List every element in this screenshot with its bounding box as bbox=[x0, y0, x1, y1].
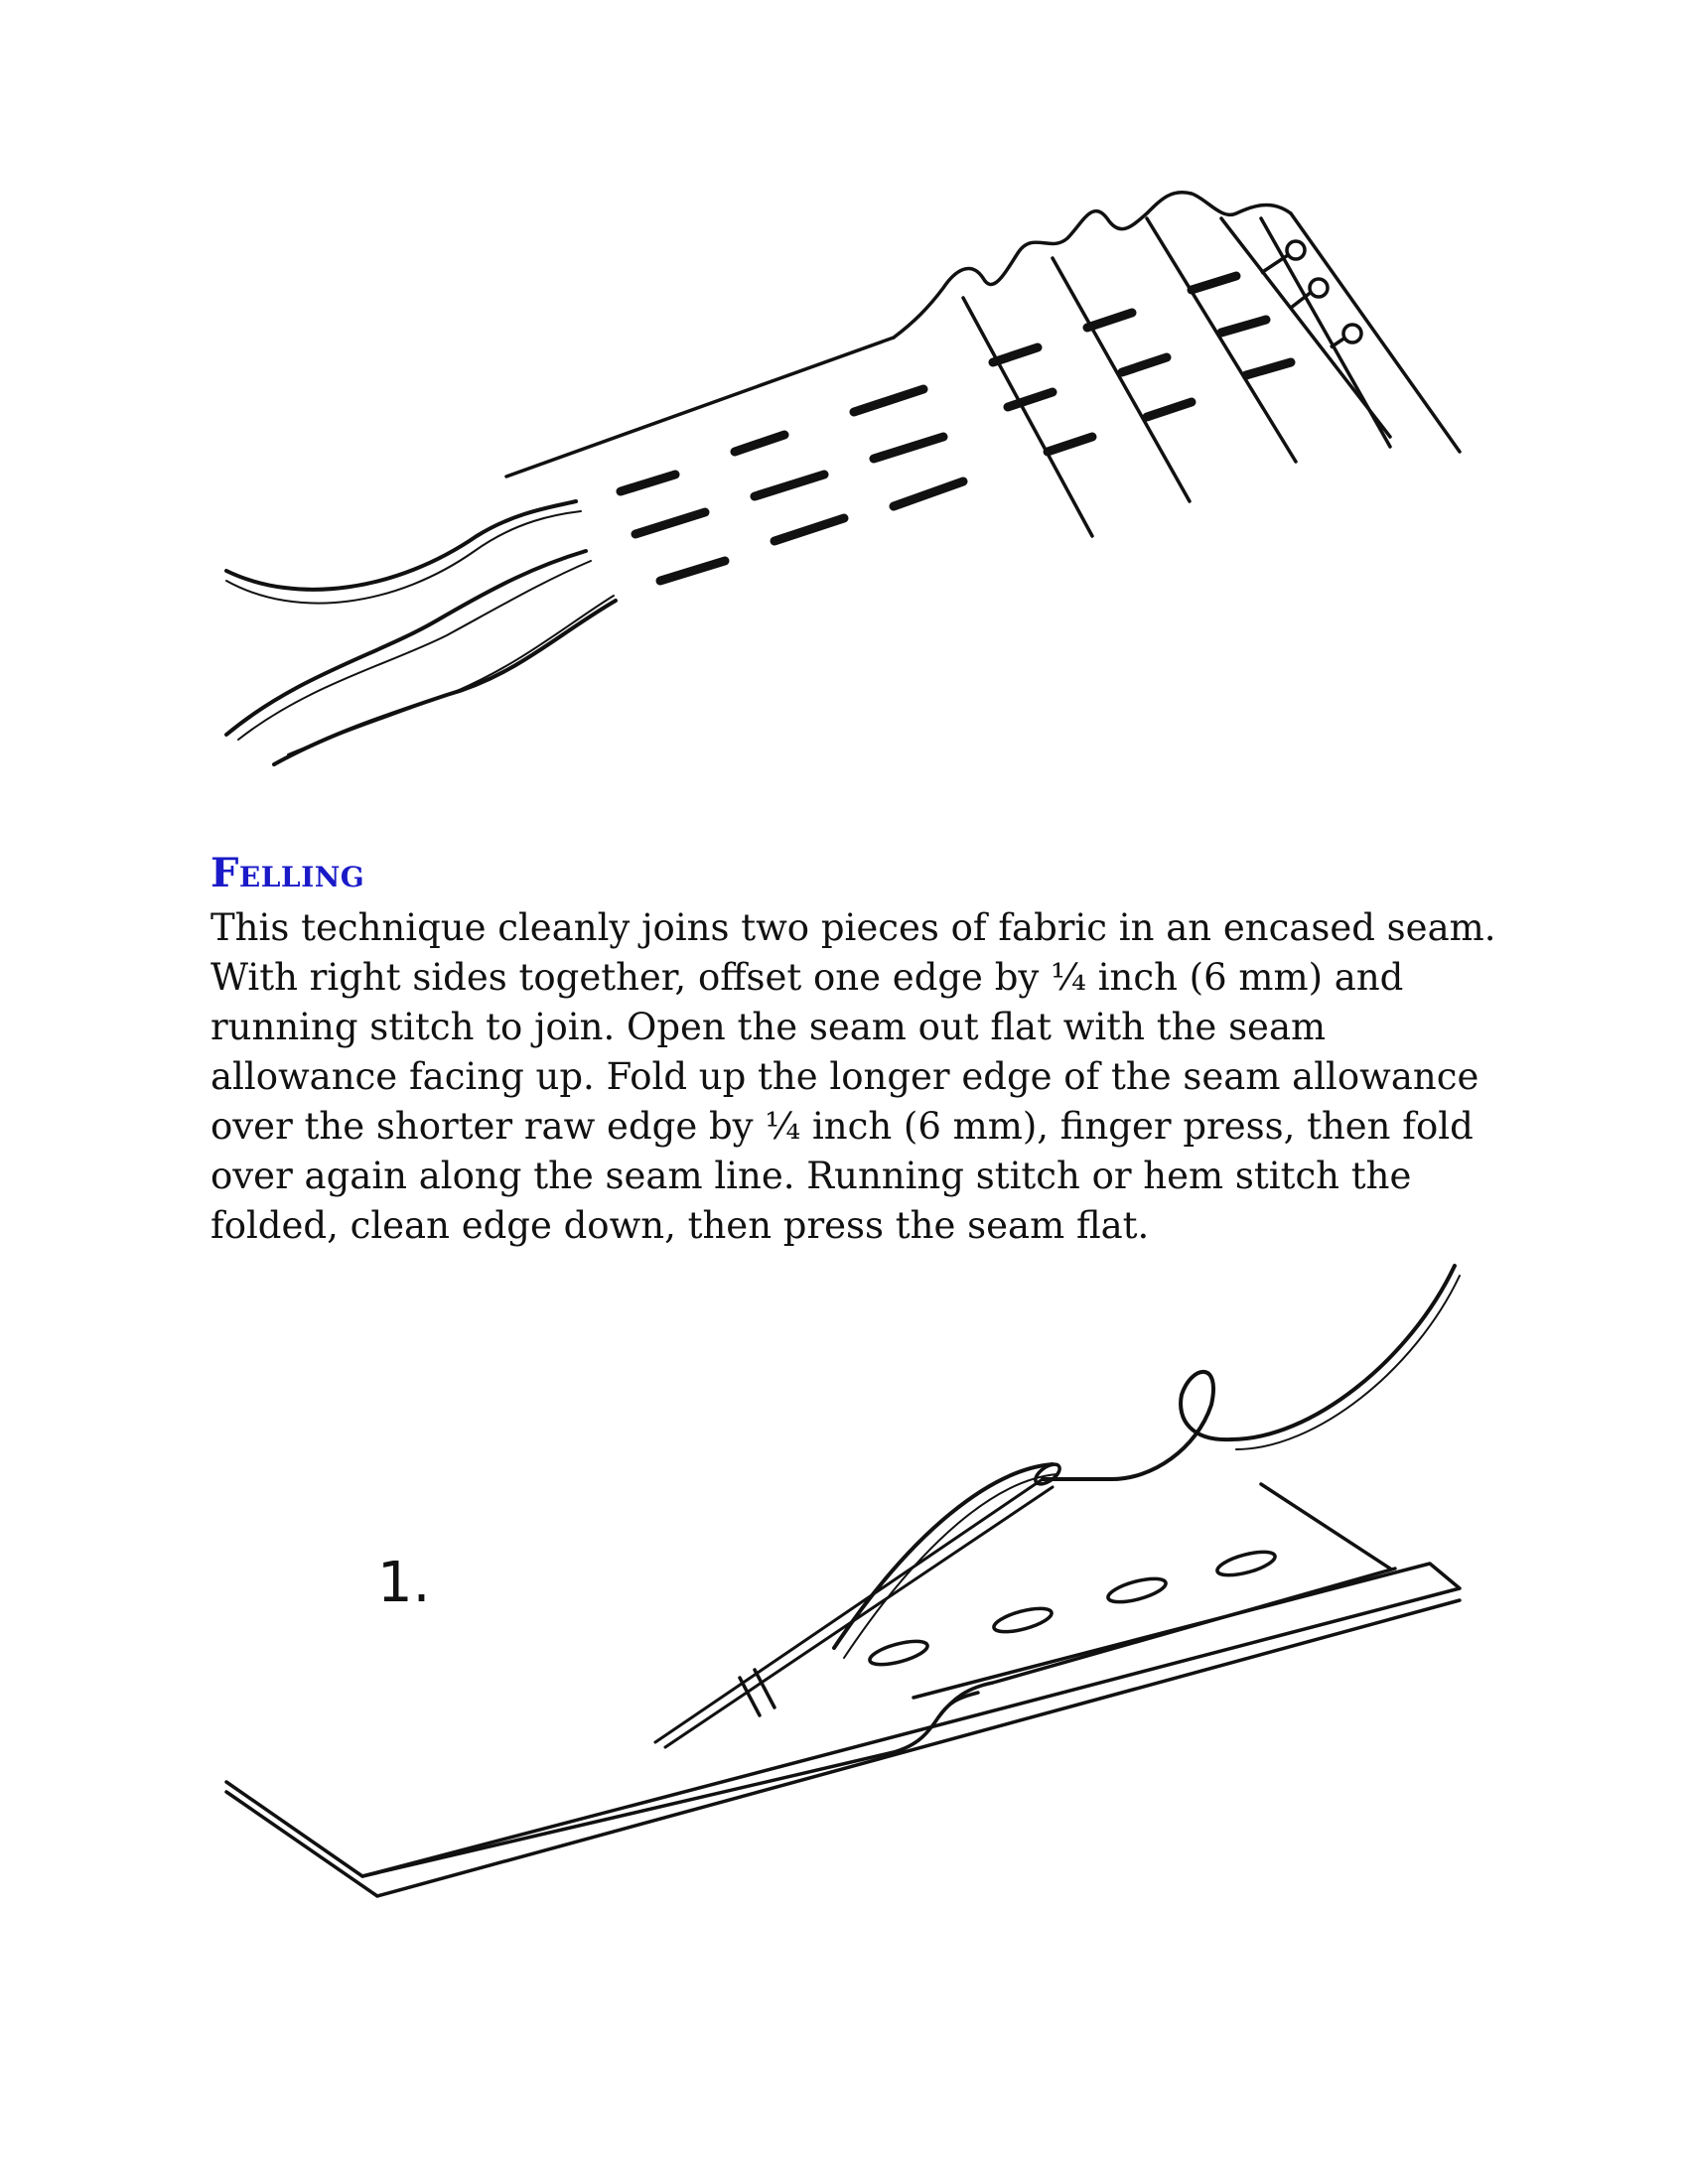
paragraph-line: With right sides together, offset one edge by ¼ inch (6 mm) and bbox=[211, 956, 1404, 999]
pleated-fabric-drawing bbox=[0, 0, 1688, 794]
felling-needle-illustration bbox=[0, 1231, 1688, 1926]
paragraph-line: over the shorter raw edge by ¼ inch (6 mm), finger press, then fold bbox=[211, 1105, 1474, 1148]
paragraph-line: This technique cleanly joins two pieces of fabric in an encased seam. bbox=[211, 906, 1496, 949]
felling-needle-drawing bbox=[0, 1231, 1688, 1926]
paragraph-line: over again along the seam line. Running stitch or hem stitch the bbox=[211, 1155, 1412, 1197]
paragraph-line: allowance facing up. Fold up the longer edge of the seam allowance bbox=[211, 1055, 1479, 1098]
step-number-label: 1. bbox=[377, 1551, 431, 1615]
section-heading: Felling bbox=[211, 850, 365, 896]
pleated-fabric-stitch-illustration bbox=[0, 0, 1688, 794]
instruction-paragraph bbox=[211, 903, 1501, 1251]
paragraph-line: running stitch to join. Open the seam out flat with the seam bbox=[211, 1006, 1327, 1048]
paragraph-line: folded, clean edge down, then press the seam flat. bbox=[211, 1204, 1150, 1247]
